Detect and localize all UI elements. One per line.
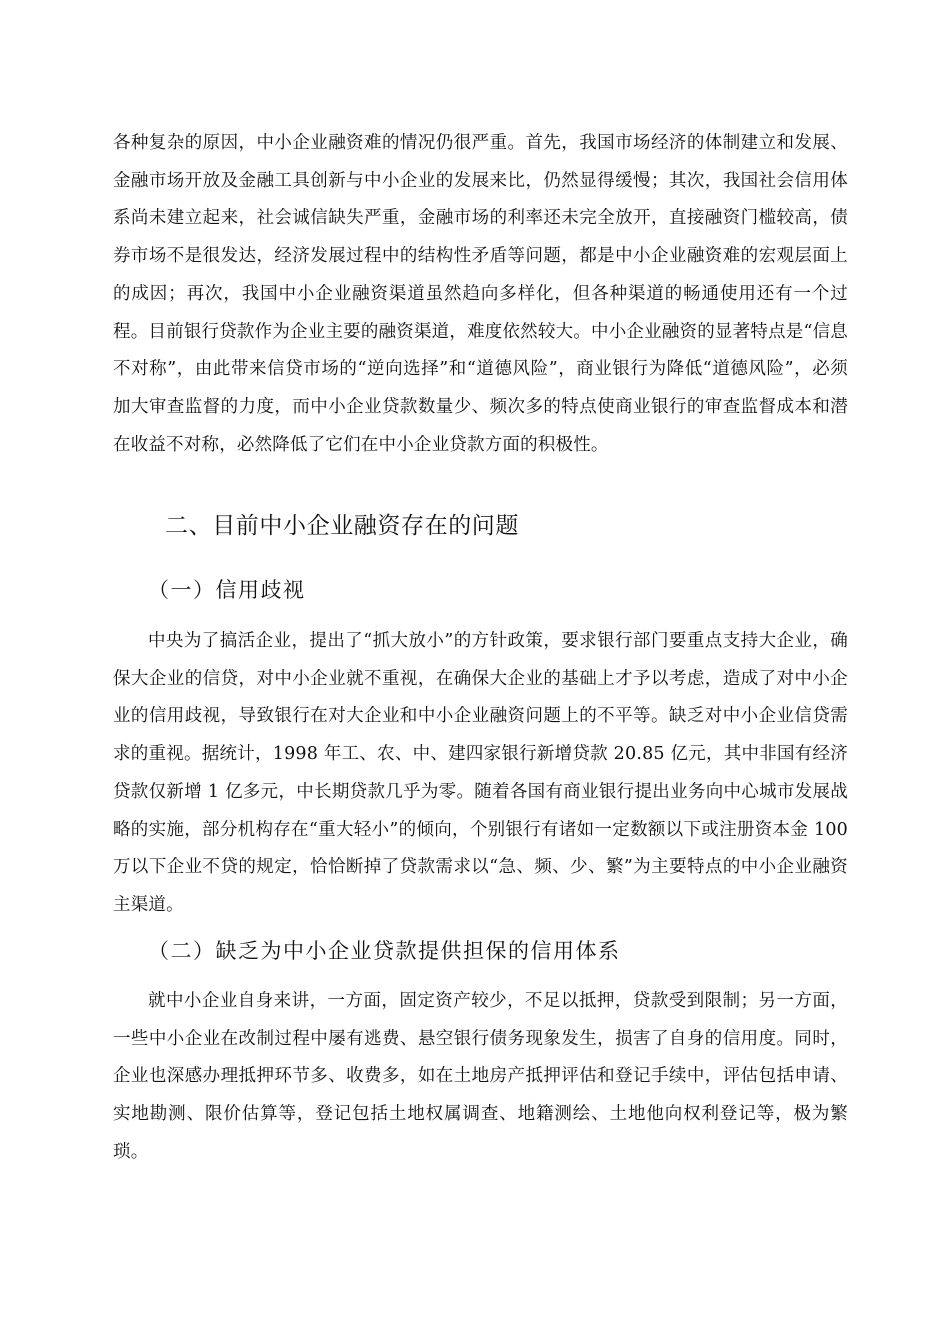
section-heading: 二、目前中小企业融资存在的问题 <box>165 513 519 539</box>
body-paragraph-credit-discrimination: 中央为了搞活企业，提出了“抓大放小”的方针政策，要求银行部门要重点支持大企业，确保大企业的信贷，对中小企业就不重视，在确保大企业的基础上才予以考虑，造成了对中小企业的信用歧视，导致银行在对大企业和中小企业融资问题上的不平等。缺乏对中小企业信贷需求的重视。据统计，1998 年工、农、中、建四家银行新增贷款 20.85 亿元，其中非国有经济贷款仅新增 1 亿多元，中长期贷款几乎为零。随着各国有商业银行提出业务向中心城市发展战略的实施，部分机构存在“重大轻小”的倾向，个别银行有诸如一定数额以下或注册资本金 100 万以下企业不贷的规定，恰恰断掉了贷款需求以“急、频、少、繁”为主要特点的中小企业融资主渠道。 <box>113 631 848 915</box>
body-paragraph-guarantee-system: 就中小企业自身来讲，一方面，固定资产较少，不足以抵押，贷款受到限制；另一方面，一些中小企业在改制过程中屡有逃费、悬空银行债务现象发生，损害了自身的信用度。同时，企业也深感办理抵押环节多、收费多，如在土地房产抵押评估和登记手续中，评估包括申请、实地勘测、限价估算等，登记包括土地权属调查、地籍测绘、土地他向权利登记等，极为繁琐。 <box>113 991 848 1162</box>
body-paragraph-continuation: 各种复杂的原因，中小企业融资难的情况仍很严重。首先，我国市场经济的体制建立和发展、金融市场开放及金融工具创新与中小企业的发展来比，仍然显得缓慢；其次，我国社会信用体系尚未建立起来，社会诚信缺失严重，金融市场的利率还未完全放开，直接融资门槛较高，债券市场不是很发达，经济发展过程中的结构性矛盾等问题，都是中小企业融资难的宏观层面上的成因；再次，我国中小企业融资渠道虽然趋向多样化，但各种渠道的畅通使用还有一个过程。目前银行贷款作为企业主要的融资渠道，难度依然较大。中小企业融资的显著特点是“信息不对称”，由此带来信贷市场的“逆向选择”和“道德风险”，商业银行为降低“道德风险”，必须加大审查监督的力度，而中小企业贷款数量少、频次多的特点使商业银行的审查监督成本和潜在收益不对称，必然降低了它们在中小企业贷款方面的积极性。 <box>113 133 848 455</box>
subsection-heading-credit-discrimination: （一）信用歧视 <box>148 578 306 602</box>
subsection-heading-guarantee-system: （二）缺乏为中小企业贷款提供担保的信用体系 <box>148 939 621 963</box>
